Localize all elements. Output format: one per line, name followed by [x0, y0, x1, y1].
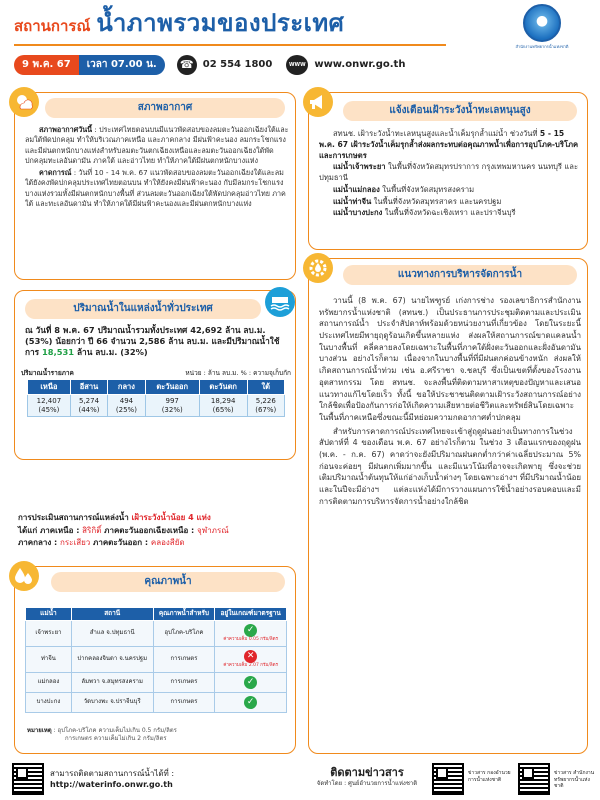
assess-line2-b: ภาคตะวันออกเฉียงเหนือ : [101, 525, 198, 535]
reservoir-header [25, 299, 261, 319]
weather-forecast-text: : วันที่ 10 - 14 พ.ค. 67 แนวพัดสอบของลมตะวันออกเฉียงใต้และลมใต้ยังคงพัดปกคลุมประเทศไทยตอนบน ทำให้ยังคงมีฝนฟ้าคะนอง กับมีลมกระโชกแรงบางแห่งรวมทั้งมีฝนตกหนักบางพื้นที่ ส่วนลมตะวันออกเฉียงใต้พัดปกคลุมอ่าวไทย ภาคใต้ และทะเลอันดามัน ทำให้ภาคใต้มีฝนฟ้าคะนองและมีฝนตกหนักบางแห่ง [25, 167, 286, 209]
quality-river: ท่าจีน [26, 646, 72, 672]
check-icon: ✓ [244, 624, 257, 637]
dam-khlong-si-yat: คลองสียัด [150, 538, 185, 548]
river-tha-chin-area: ในพื้นที่จังหวัดสมุทรสาคร และนครปฐม [371, 196, 502, 206]
qr-code-nwc-news[interactable] [432, 763, 464, 795]
region-table-caption [21, 369, 291, 378]
river-chao-phraya-area: ในพื้นที่จังหวัดสมุทรปราการ กรุงเทพมหานคร นนทบุรี และปทุมธานี [319, 162, 579, 183]
salinity-note: ค่าความเค็ม 0.05 กรัม/ลิตร [223, 636, 278, 642]
region-percent: (67%) [255, 405, 277, 414]
title-underline [14, 44, 446, 46]
management-paragraph-1: วานนี้ (8 พ.ค. 67) นายไพฑูรย์ เก่งการช่าง รองเลขาธิการสำนักงานทรัพยากรน้ำแห่งชาติ (สทนช.) เป็นประธานการประชุมติดตามและประเมินสถานการณ์น้ำ ประจำสัปดาห์พร้อมด้วยหน่วยงานที่เกี่ยวข้อง โดยในระยะนี้ประเทศไทยมีพายุฤดูร้อนเกิดขึ้นหลายแห่ง ส่งผลให้สถานการณ์ขาดแคลนน้ำในบางพื้นที่ คลี่คลายลงโดยเฉพาะในพื้นที่ภาคใต้ฝั่งตะวันออกและฝั่งอันดามันบางส่วน อย่างไรก็ตาม เนื่องจากในบางพื้นที่ที่มีฝนตกค่อนข้างหนัก ส่งผลให้เกิดสถานการณ์น้ำท่วม เช่น อ.ศรีราชา จ.ชลบุรี ซึ่งเป็นเขตที่ตั้งของโรงงานอุตสาหกรรม โดย สทนช. จะลงพื้นที่ติดตามหาสาเหตุของปัญหาและเสนอแนวทางแก้ไขโดยเร็ว ทั้งนี้ ขอให้ประชาชนติดตามเฝ้าระวังสถานการณ์อย่างใกล้ชิดเพื่อป้องกันการก่อให้เกิดความเสียหายต่อชีวิตและทรัพย์สินโดยเฉพาะในพื้นที่ภาคเหนือซึ่งขณะนี้มีหย่อมความกดอากาศต่ำปกคลุม [319, 296, 581, 422]
region-col-header: กลาง [108, 380, 145, 395]
quality-table [25, 607, 287, 713]
quality-river: เจ้าพระยา [26, 620, 72, 646]
table-row [26, 692, 287, 712]
region-cell [247, 394, 284, 417]
region-cell [28, 394, 71, 417]
region-percent: (25%) [115, 405, 137, 414]
weather-body [25, 125, 289, 211]
quality-card [14, 566, 296, 754]
region-volume: 494 [119, 396, 134, 405]
quality-status [215, 620, 287, 646]
header [0, 0, 600, 82]
table-row [26, 646, 287, 672]
region-volume: 997 [165, 396, 179, 405]
footer-center-sub: จัดทำโดย : ศูนย์อำนวยการน้ำแห่งชาติ [316, 780, 418, 788]
title-big: น้ำภาพรวมของประเทศ [96, 9, 345, 37]
region-col-header: เหนือ [28, 380, 71, 395]
globe-icon: WWW [286, 55, 308, 75]
salinity-card [308, 92, 588, 250]
region-table [27, 379, 285, 417]
onwr-emblem-icon [523, 4, 561, 42]
reservoir-summary-2: ล้าน ลบ.ม. (32%) [74, 347, 148, 358]
weather-forecast-label: คาดการณ์ [39, 167, 72, 177]
megaphone-icon [303, 87, 333, 117]
gear-water-icon [303, 253, 333, 283]
river-bang-pakong: แม่น้ำบางปะกง [333, 208, 383, 218]
page-title [14, 8, 344, 40]
management-body [319, 295, 581, 508]
reservoir-title: ปริมาณน้ำในแหล่งน้ำทั่วประเทศ [73, 303, 213, 315]
footer-left-line-1: สามารถติดตามสถานการณ์น้ำได้ที่ : [50, 769, 175, 778]
region-percent: (44%) [78, 405, 100, 414]
region-col-header: ใต้ [247, 380, 284, 395]
quality-river: บางปะกง [26, 692, 72, 712]
reservoir-card [14, 290, 296, 460]
quality-col-header: คุณภาพน้ำสำหรับ [153, 608, 215, 621]
quality-use: การเกษตร [153, 692, 215, 712]
report-time: เวลา 07.00 น. [79, 55, 165, 75]
salinity-title: แจ้งเตือนเฝ้าระวังน้ำทะเลหนุนสูง [389, 105, 531, 117]
waterinfo-link[interactable]: http://waterinfo.onwr.go.th [50, 780, 173, 790]
region-volume: 12,407 [36, 396, 62, 405]
dam-sirikit: สิริกิติ์ [82, 525, 102, 535]
management-card [308, 258, 588, 754]
quality-status [215, 692, 287, 712]
quality-station: สำแล จ.ปทุมธานี [71, 620, 153, 646]
remark-line-1: : อุปโภค-บริโภค ความเค็มไม่เกิน 0.5 กรัม/ลิตร [51, 727, 177, 734]
report-date: 9 พ.ค. 67 [14, 55, 79, 75]
dam-icon [265, 287, 295, 317]
management-title: แนวทางการบริหารจัดการน้ำ [397, 269, 523, 281]
quality-remark [27, 727, 291, 743]
footer [0, 758, 600, 800]
footer-left-text [50, 768, 174, 790]
assess-line2-a: ได้แก่ ภาคเหนือ : [18, 525, 83, 535]
title-small: สถานการณ์ [14, 17, 91, 35]
table-row [26, 672, 287, 692]
salinity-header [343, 101, 577, 121]
region-percent: (45%) [38, 405, 60, 414]
onwr-logo [500, 4, 584, 54]
assess-warning: เฝ้าระวังน้ำน้อย 4 แห่ง [131, 513, 211, 522]
dam-krasiao: กระเสียว [60, 538, 91, 548]
weather-header [45, 98, 285, 118]
quality-header [51, 572, 285, 592]
quality-col-header: แม่น้ำ [26, 608, 72, 621]
region-col-header: ตะวันตก [199, 380, 247, 395]
reservoir-summary-1: ณ วันที่ 8 พ.ค. 67 ปริมาณน้ำรวมทั้งประเทศ 42,692 ล้าน ลบ.ม. (53%) น้อยกว่า ปี 66 จำนวน 2,586 ล้าน ลบ.ม. และมีปริมาณน้ำใช้การ [25, 325, 280, 358]
website-link[interactable]: www.onwr.go.th [314, 59, 406, 71]
assess-title: การประเมินสถานการณ์แหล่งน้ำ [18, 513, 132, 522]
salinity-intro: สทนช. เฝ้าระวังน้ำทะเลหนุนสูงและน้ำเค็มรุกล้ำแม่น้ำ ช่วงวันที่ [333, 129, 540, 138]
qr-code-waterinfo[interactable] [12, 763, 44, 795]
footer-center-title: ติดตามข่าวสาร [330, 766, 404, 779]
usable-volume: 18,531 [42, 347, 75, 358]
quality-status [215, 646, 287, 672]
management-paragraph-2: สำหรับการคาดการณ์ประเทศไทยจะเข้าสู่ฤดูฝนอย่างเป็นทางการในช่วงสัปดาห์ที่ 4 ของเดือน พ.ค. 67 อย่างไรก็ตาม ในช่วง 3 เดือนแรกของฤดูฝน (พ.ค. - ก.ค. 67) คาดว่าจะยังมีปริมาณฝนตกต่ำกว่าค่าเฉลี่ยประมาณ 5% ก่อนจะค่อยๆ มีฝนตกเพิ่มมากขึ้น และมีแนวโน้มที่อาจจะเกิดพายุ ซึ่งจะช่วยเติมปริมาณน้ำต้นทุนให้แก่อ่างเก็บน้ำต่างๆ โดยเฉพาะอ่างฯ ที่มีปริมาณน้ำน้อย และในปีจะมีอ่างฯ แต่ละแห่งได้มีการวางแผนการใช้น้ำอย่างรอบคอบและมีการติดตามการบริหารจัดการน้ำอย่างใกล้ชิด [319, 426, 581, 506]
info-bar [14, 54, 574, 76]
region-cell [108, 394, 145, 417]
quality-col-header: สถานี [71, 608, 153, 621]
cross-icon: ✕ [244, 650, 257, 663]
weather-today-label: สภาพอากาศวันนี้ [39, 125, 93, 134]
river-mae-klong-area: ในพื้นที่จังหวัดสมุทรสงคราม [379, 184, 475, 194]
footer-center [312, 766, 422, 788]
region-percent: (65%) [212, 405, 234, 414]
reservoir-assessment [18, 512, 298, 550]
region-cell [70, 394, 107, 417]
qr-code-onwr-news[interactable] [518, 763, 550, 795]
logo-caption: สำนักงานทรัพยากรน้ำแห่งชาติ [515, 44, 569, 49]
salinity-note: ค่าความเค็ม 2.07 กรัม/ลิตร [223, 662, 278, 668]
water-drop-icon [9, 561, 39, 591]
region-cell [199, 394, 247, 417]
qr1-label: ข่าวสาร กองอำนวยการน้ำแห่งชาติ [468, 770, 511, 783]
weather-icon [9, 87, 39, 117]
assess-line3-b: ภาคตะวันออก : [90, 538, 151, 548]
assess-line3-a: ภาคกลาง : [18, 538, 61, 548]
salinity-intro-bold: 5 - 15 พ.ค. 67 เฝ้าระวังน้ำเค็มรุกล้ำส่งผลกระทบต่อคุณภาพน้ำเพื่อการอุปโภค-บริโภค และการเกษตร [319, 129, 579, 160]
region-col-header: อีสาน [70, 380, 107, 395]
river-tha-chin: แม่น้ำท่าจีน [333, 196, 372, 206]
quality-table-wrap [25, 607, 287, 713]
phone-number[interactable]: 02 554 1800 [202, 59, 273, 71]
weather-card [14, 92, 296, 280]
reservoir-summary [25, 325, 289, 360]
remark-label: หมายเหตุ [27, 727, 52, 734]
quality-station: ลัมพวา จ.สมุทรสงคราม [71, 672, 153, 692]
region-col-header: ตะวันออก [145, 380, 199, 395]
quality-station: ปากคลองจินดา จ.นครปฐม [71, 646, 153, 672]
region-cell [145, 394, 199, 417]
river-bang-pakong-area: ในพื้นที่จังหวัดฉะเชิงเทรา และปราจีนบุรี [382, 208, 516, 218]
quality-use: การเกษตร [153, 646, 215, 672]
weather-title: สภาพอากาศ [137, 102, 193, 114]
region-table-title: ปริมาณน้ำรายภาค [21, 369, 74, 377]
region-percent: (32%) [161, 405, 183, 414]
region-volume: 5,274 [78, 396, 100, 405]
check-icon: ✓ [244, 696, 257, 709]
salinity-body [319, 129, 581, 220]
phone-icon: ☎ [177, 55, 197, 75]
check-icon: ✓ [244, 676, 257, 689]
region-volume: 18,294 [210, 396, 236, 405]
region-table-wrap [27, 379, 285, 417]
management-header [343, 265, 577, 285]
river-chao-phraya: แม่น้ำเจ้าพระยา [333, 162, 386, 172]
quality-status [215, 672, 287, 692]
region-volume: 5,226 [255, 396, 276, 405]
quality-use: การเกษตร [153, 672, 215, 692]
quality-station: วัดบางพะ จ.ปราจีนบุรี [71, 692, 153, 712]
quality-use: อุปโภค-บริโภค [153, 620, 215, 646]
region-table-unit: หน่วย : ล้าน ลบ.ม. % : ความจุเก็บกัก [185, 369, 291, 377]
qr2-label: ข่าวสาร สำนักงานทรัพยากรน้ำแห่งชาติ [554, 770, 595, 789]
quality-title: คุณภาพน้ำ [144, 576, 192, 588]
quality-river: แม่กลอง [26, 672, 72, 692]
quality-col-header: อยู่ในเกณฑ์มาตรฐาน [215, 608, 287, 621]
river-mae-klong: แม่น้ำแม่กลอง [333, 184, 380, 194]
table-row [26, 620, 287, 646]
weather-today-text: : ประเทศไทยตอนบนมีแนวพัดสอบของลมตะวันออกเฉียงใต้และลมใต้พัดปกคลุม ทำให้บริเวณภาคเหนือ และภาคกลาง มีฝนฟ้าคะนอง ลมกระโชกแรง และมีฝนตกหนักบางแห่งสำหรับลมตะวันตกเฉียงเหนือและลมตะวันออกเฉียงใต้พัดปกคลุมทะเลอันดามัน ภาคใต้ และอ่าวไทย ทำให้ภาคใต้มีฝนตกหนักบางแห่ง [25, 125, 289, 166]
remark-line-2: การเกษตร ความเค็มไม่เกิน 2 กรัม/ลิตร [65, 735, 167, 743]
dam-chulabhorn: จุฬาภรณ์ [197, 525, 229, 535]
